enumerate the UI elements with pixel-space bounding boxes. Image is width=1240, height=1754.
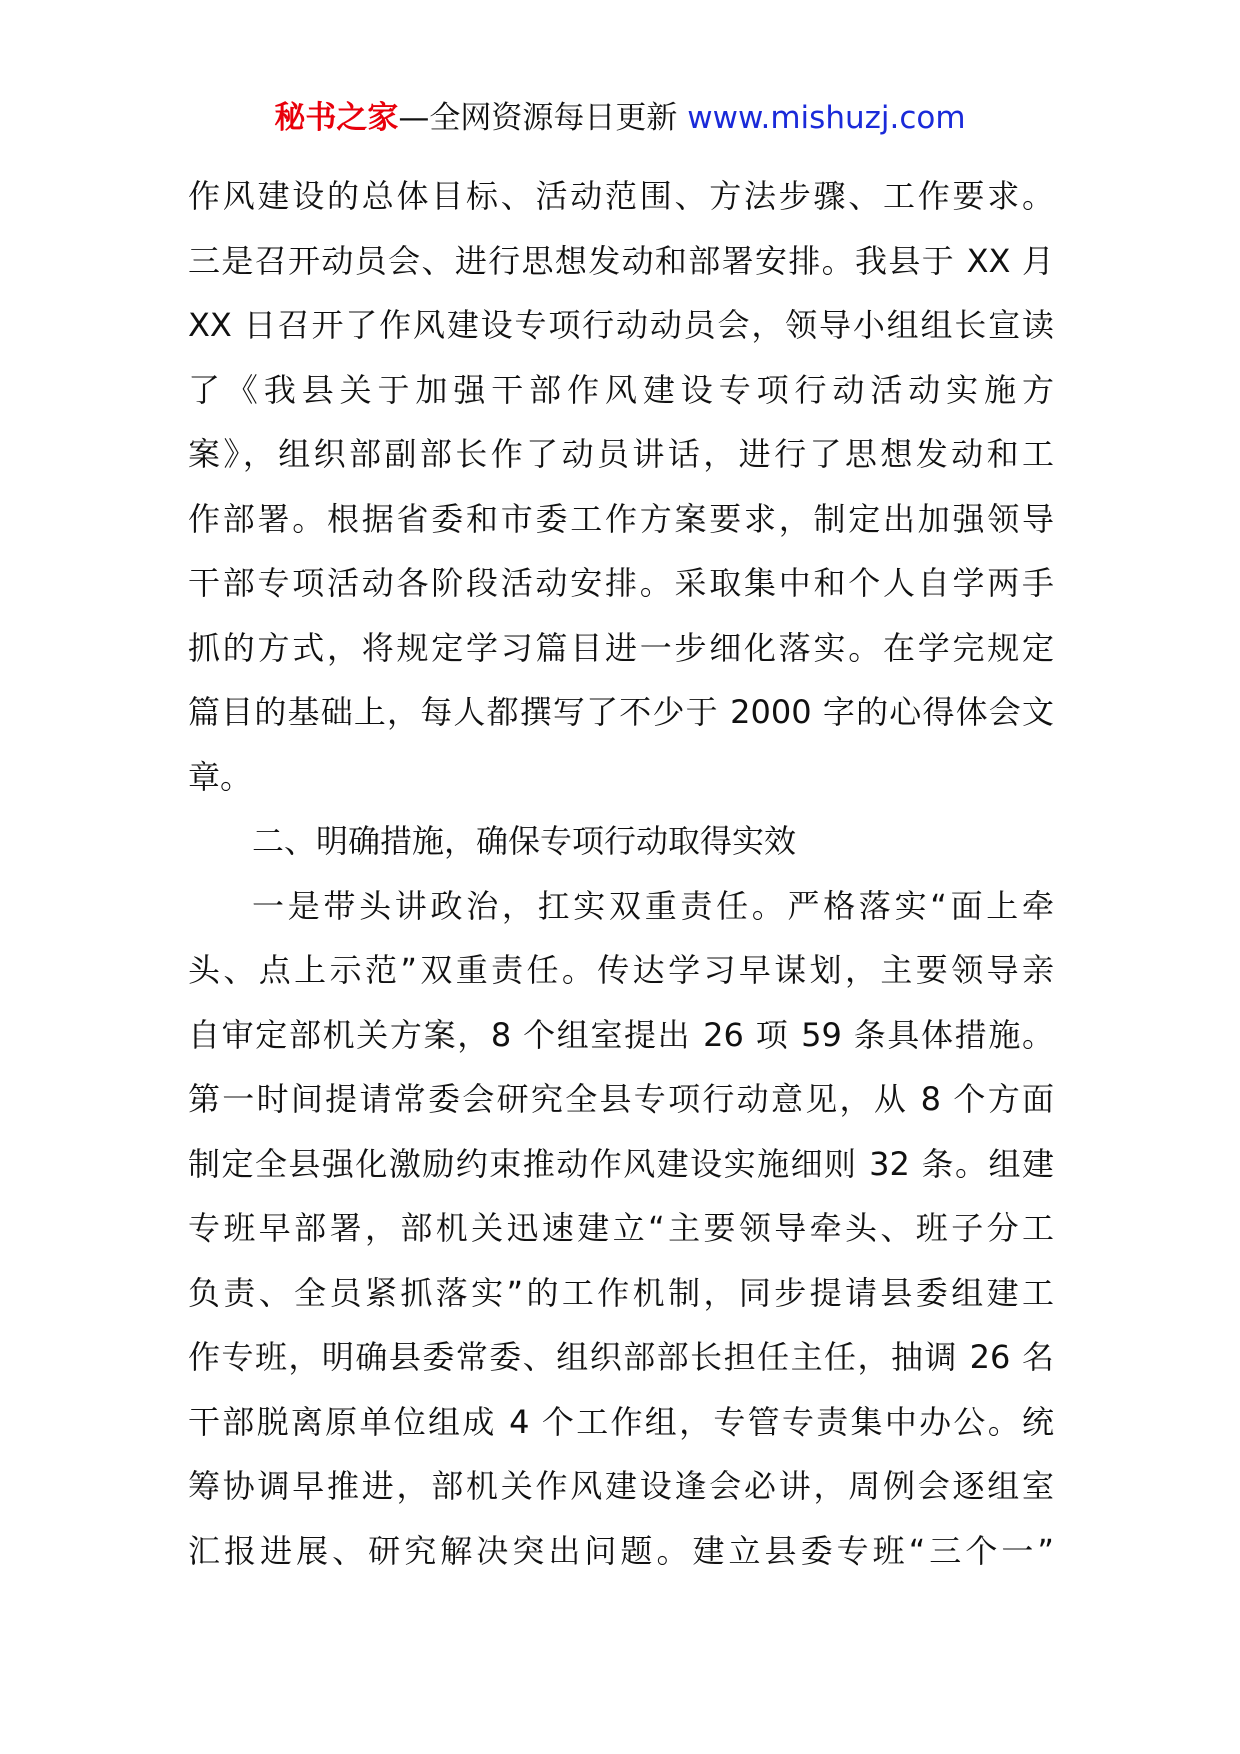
- text-line: 干部脱离原单位组成 4 个工作组，专管专责集中办公。统: [188, 1402, 1054, 1441]
- section-heading: 二、明确措施，确保专项行动取得实效: [252, 822, 797, 860]
- text-line: 作风建设的总体目标、活动范围、方法步骤、工作要求。: [188, 177, 1054, 215]
- text-line: 抓的方式，将规定学习篇目进一步细化落实。在学完规定: [188, 628, 1054, 667]
- site-slogan: —全网资源每日更新: [398, 100, 678, 136]
- text-line: 头、点上示范”双重责任。传达学习早谋划，主要领导亲: [188, 951, 1054, 989]
- site-brand: 秘书之家: [274, 100, 399, 136]
- document-body: [188, 164, 1054, 1583]
- text-line: 章。: [188, 757, 253, 796]
- text-line: 案》，组织部副部长作了动员讲话，进行了思想发动和工: [188, 435, 1054, 473]
- text-line: 制定全县强化激励约束推动作风建设实施细则 32 条。组建: [188, 1144, 1054, 1183]
- site-url-link[interactable]: www.mishuzj.com: [687, 100, 966, 136]
- text-line: 自审定部机关方案，8 个组室提出 26 项 59 条具体措施。: [188, 1015, 1054, 1054]
- text-line: 了《我县关于加强干部作风建设专项行动活动实施方: [188, 370, 1054, 409]
- text-line: XX 日召开了作风建设专项行动动员会，领导小组组长宣读: [188, 306, 1054, 344]
- text-line: 专班早部署，部机关迅速建立“主要领导牵头、班子分工: [188, 1209, 1054, 1247]
- text-line: 作部署。根据省委和市委工作方案要求，制定出加强领导: [188, 499, 1054, 538]
- text-line: 筹协调早推进，部机关作风建设逢会必讲，周例会逐组室: [188, 1467, 1054, 1505]
- text-line: 干部专项活动各阶段活动安排。采取集中和个人自学两手: [188, 564, 1054, 602]
- site-header: [0, 98, 1240, 138]
- text-line: 作专班，明确县委常委、组织部部长担任主任，抽调 26 名: [188, 1338, 1054, 1376]
- text-line: 第一时间提请常委会研究全县专项行动意见，从 8 个方面: [188, 1080, 1054, 1118]
- text-line: 汇报进展、研究解决突出问题。建立县委专班“三个一”: [188, 1531, 1054, 1570]
- text-line: 三是召开动员会、进行思想发动和部署安排。我县于 XX 月: [188, 241, 1054, 280]
- text-line: 篇目的基础上，每人都撰写了不少于 2000 字的心得体会文: [188, 693, 1054, 731]
- text-line: 一是带头讲政治，扛实双重责任。严格落实“面上牵: [252, 886, 1054, 925]
- text-line: 负责、全员紧抓落实”的工作机制，同步提请县委组建工: [188, 1273, 1054, 1312]
